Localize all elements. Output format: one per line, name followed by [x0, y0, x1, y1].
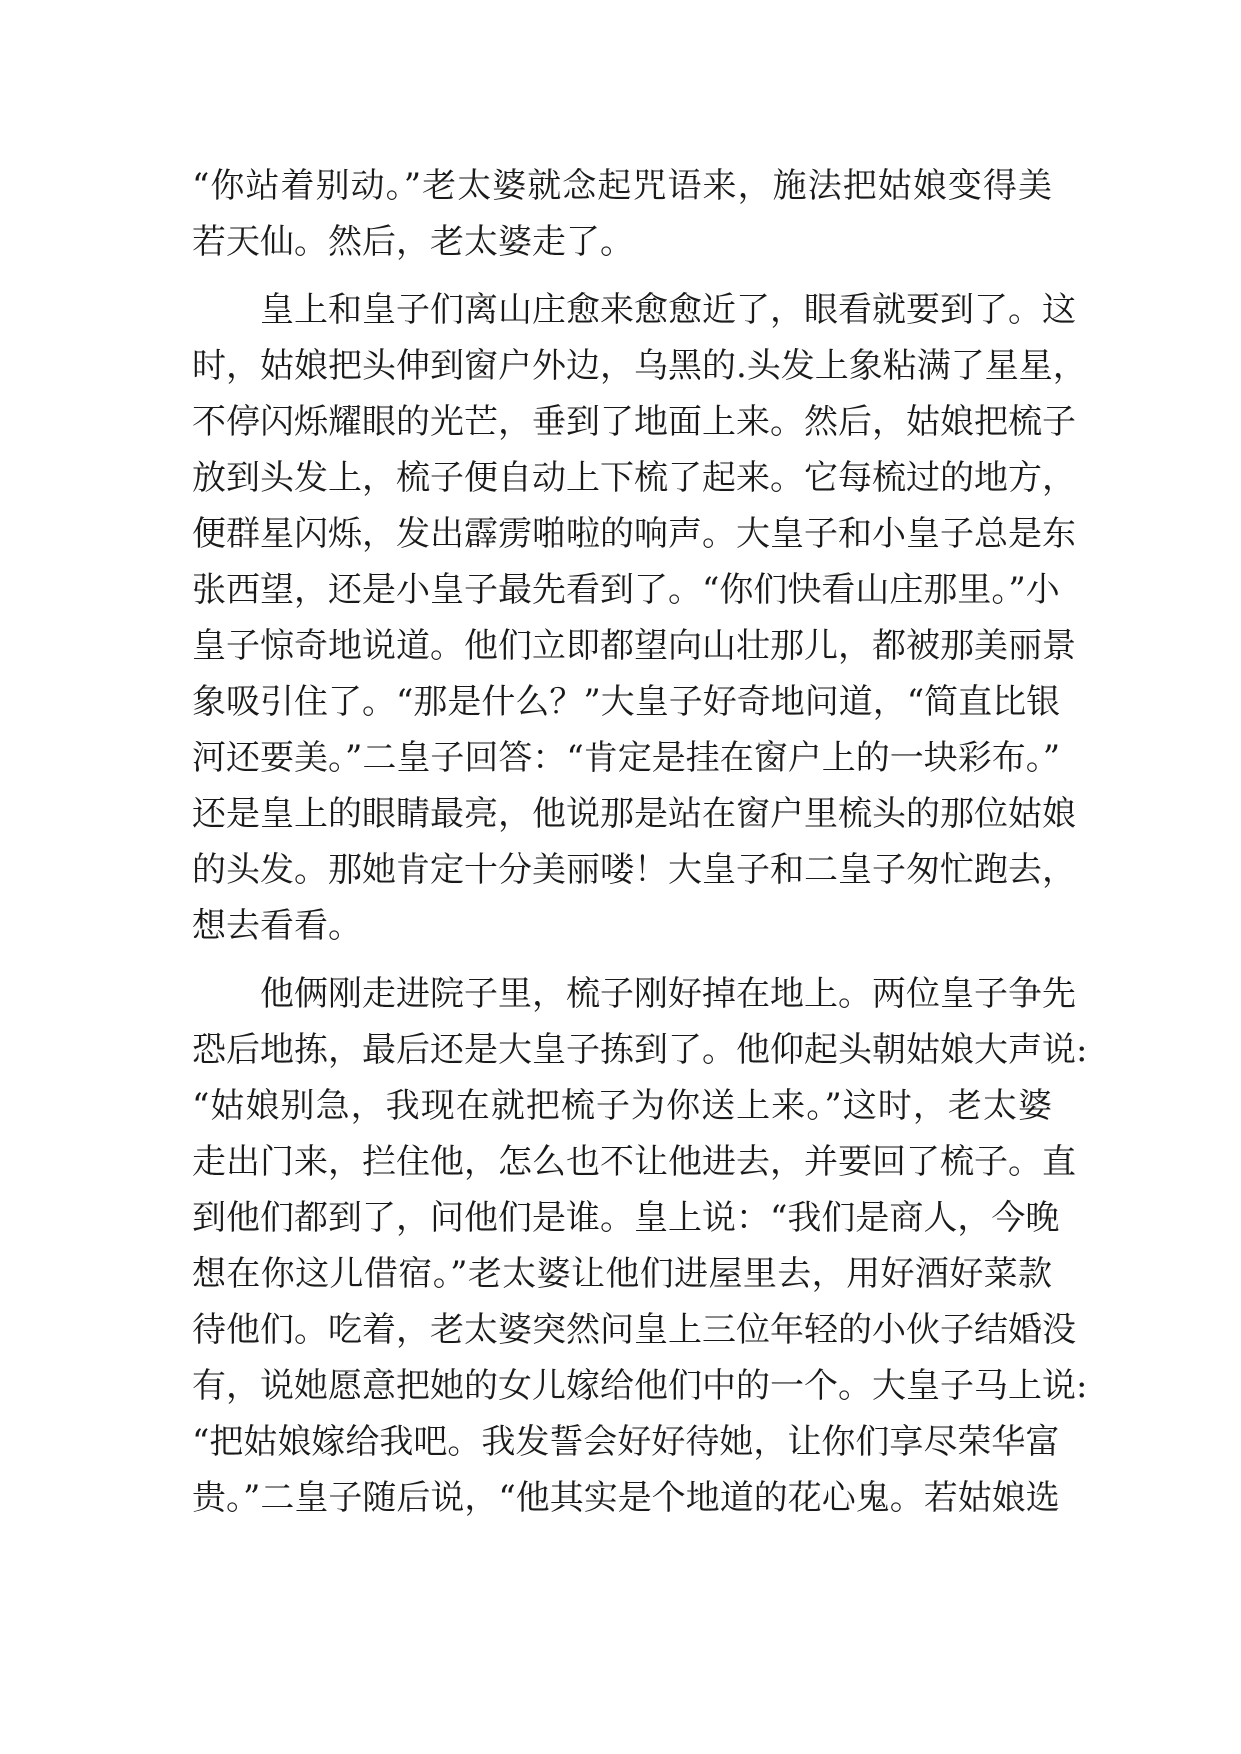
paragraph-gap [192, 954, 1052, 966]
paragraph [192, 282, 1087, 954]
text-line: 走出门来，拦住他，怎么也不让他进去，并要回了梳子。直 [192, 1142, 1076, 1182]
text-line: 放到头发上，梳子便自动上下梳了起来。它每梳过的地方， [192, 458, 1076, 498]
text-line: 若天仙。然后，老太婆走了。 [192, 222, 634, 262]
paragraph-gap [192, 270, 1052, 282]
text-line: 皇子惊奇地说道。他们立即都望向山壮那儿，都被那美丽景 [192, 626, 1076, 666]
paragraph [192, 158, 1052, 270]
text-line: 时，姑娘把头伸到窗户外边，乌黑的.头发上象粘满了星星， [192, 346, 1087, 386]
text-line: 到他们都到了，问他们是谁。皇上说：“我们是商人，今晚 [192, 1198, 1060, 1238]
text-line: 有，说她愿意把她的女儿嫁给他们中的一个。大皇子马上说: [192, 1366, 1088, 1406]
document-body [192, 158, 1088, 1526]
text-line: “把姑娘嫁给我吧。我发誓会好好待她，让你们享尽荣华富 [192, 1422, 1060, 1462]
text-line: 还是皇上的眼睛最亮，他说那是站在窗户里梳头的那位姑娘 [192, 794, 1076, 834]
text-line: 河还要美。”二皇子回答：“肯定是挂在窗户上的一块彩布。” [192, 738, 1061, 778]
text-line: 张西望，还是小皇子最先看到了。“你们快看山庄那里。”小 [192, 570, 1060, 610]
text-line: 便群星闪烁，发出霹雳啪啦的响声。大皇子和小皇子总是东 [192, 514, 1076, 554]
text-line: 皇上和皇子们离山庄愈来愈愈近了，眼看就要到了。这 [260, 290, 1076, 330]
text-line: 的头发。那她肯定十分美丽喽！大皇子和二皇子匆忙跑去， [192, 850, 1076, 890]
text-line: 想在你这儿借宿。”老太婆让他们进屋里去，用好酒好菜款 [192, 1254, 1052, 1294]
text-line: 待他们。吃着，老太婆突然问皇上三位年轻的小伙子结婚没 [192, 1310, 1076, 1350]
text-line: 不停闪烁耀眼的光芒，垂到了地面上来。然后，姑娘把梳子 [192, 402, 1076, 442]
text-line: 想去看看。 [192, 906, 362, 946]
text-line: 恐后地拣，最后还是大皇子拣到了。他仰起头朝姑娘大声说: [192, 1030, 1088, 1070]
text-line: “你站着别动。”老太婆就念起咒语来，施法把姑娘变得美 [192, 166, 1052, 206]
paragraph [192, 966, 1088, 1526]
text-line: “姑娘别急，我现在就把梳子为你送上来。”这时，老太婆 [192, 1086, 1052, 1126]
text-line: 贵。”二皇子随后说，“他其实是个地道的花心鬼。若姑娘选 [192, 1478, 1060, 1518]
text-line: 象吸引住了。“那是什么？”大皇子好奇地问道，“简直比银 [192, 682, 1061, 722]
text-line: 他俩刚走进院子里，梳子刚好掉在地上。两位皇子争先 [260, 974, 1076, 1014]
